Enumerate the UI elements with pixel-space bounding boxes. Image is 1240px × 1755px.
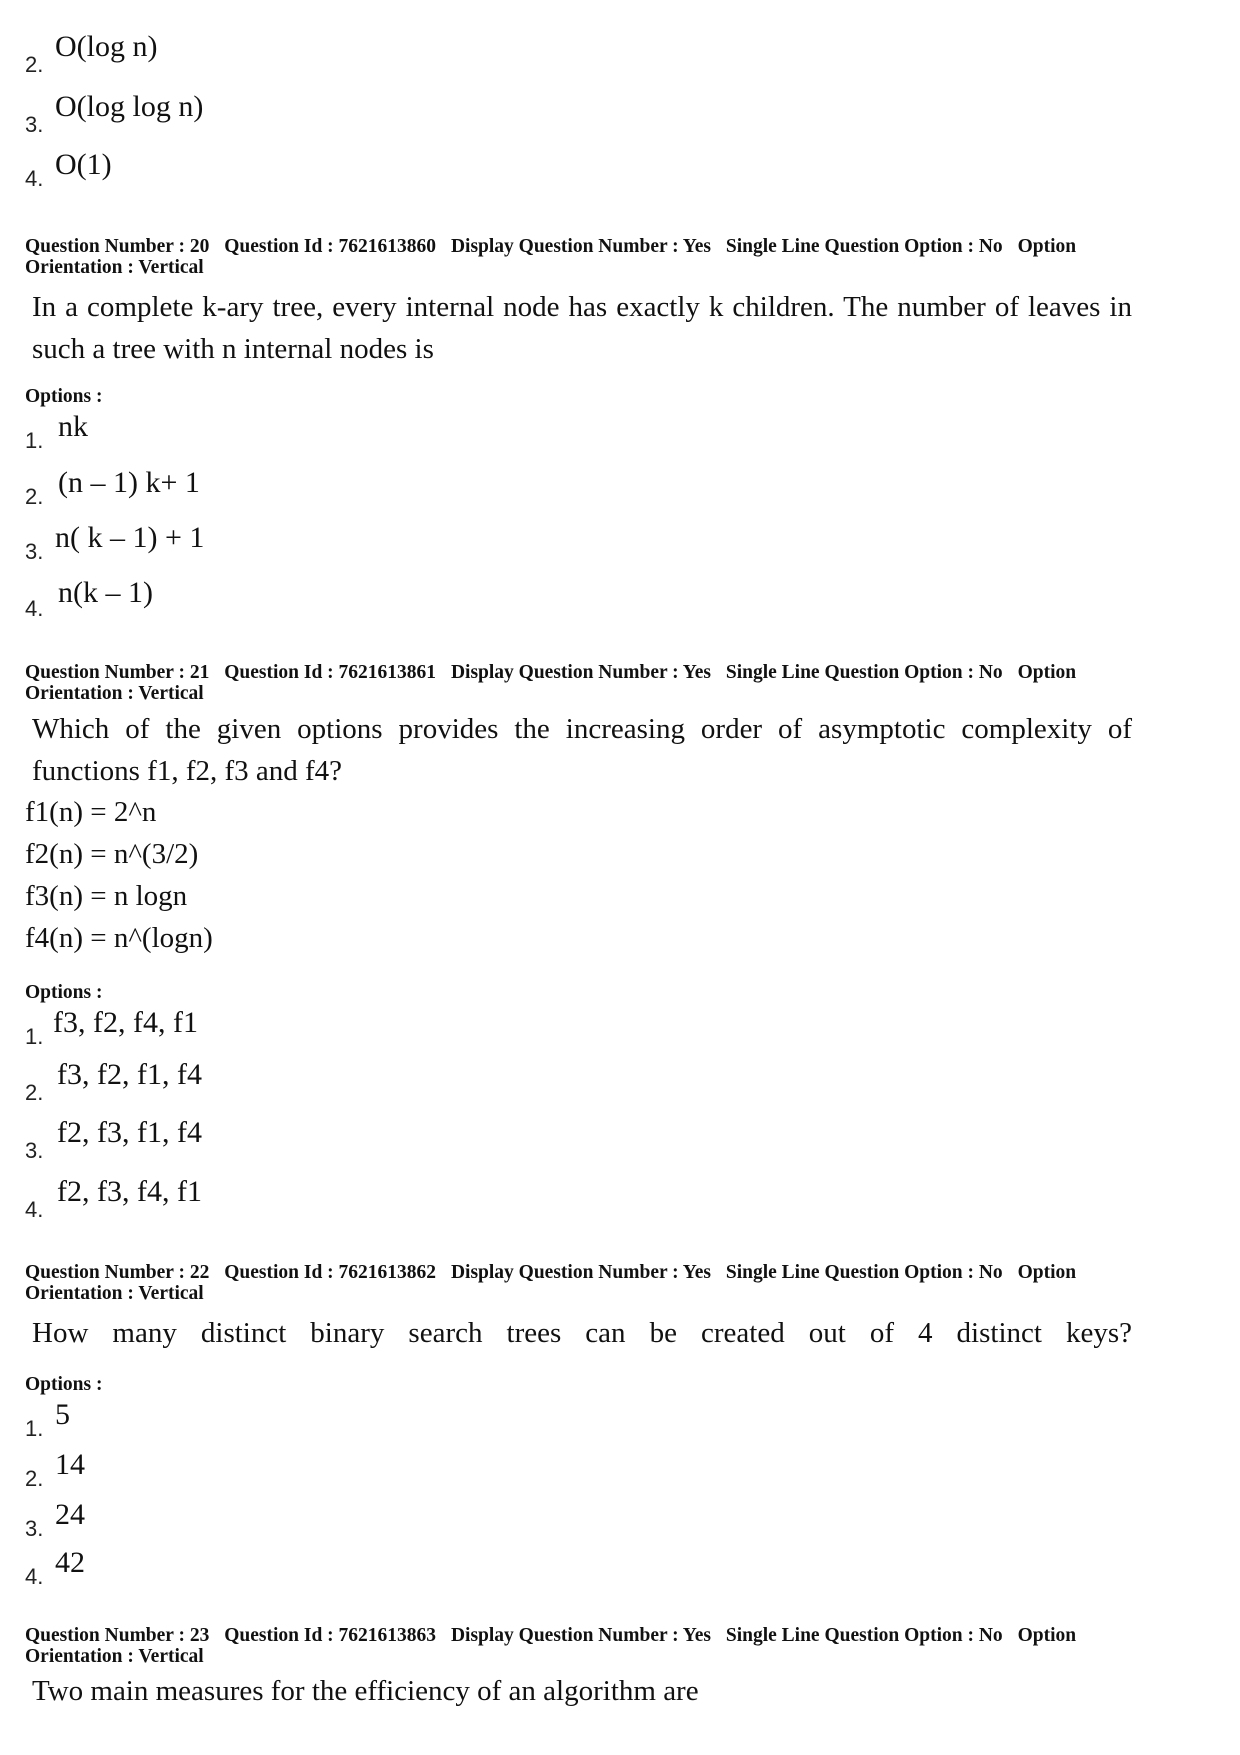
option-text: (n – 1) k+ 1 (58, 466, 200, 499)
display-question-number: Display Question Number : Yes (450, 1625, 711, 1646)
question-meta-21 (25, 662, 1145, 704)
question-text-20: In a complete k-ary tree, every internal node has exactly k children. The number of leaves in such a tree with n internal nodes is (32, 291, 1132, 365)
options-label: Options : (25, 386, 103, 407)
question-id: Question Id : 7621613862 (224, 1262, 437, 1283)
formula-f4: f4(n) = n^(logn) (25, 922, 213, 954)
display-question-number: Display Question Number : Yes (450, 1262, 711, 1283)
question-number: Question Number : 23 (25, 1625, 210, 1646)
option-text: f2, f3, f1, f4 (57, 1116, 202, 1149)
display-question-number: Display Question Number : Yes (450, 662, 711, 683)
option-text: n( k – 1) + 1 (55, 521, 205, 554)
option-number: 4. (25, 166, 44, 191)
question-number: Question Number : 22 (25, 1262, 210, 1283)
option-text: O(log log n) (55, 90, 204, 123)
option-number: 4. (25, 596, 44, 621)
option-text: 24 (55, 1498, 85, 1531)
option-number: 4. (25, 1197, 44, 1222)
option-number: 3. (25, 112, 44, 137)
option-number: 1. (25, 428, 44, 453)
option-text: 5 (55, 1398, 70, 1431)
option-number: 3. (25, 1138, 44, 1163)
question-text-22: How many distinct binary search trees can be created out of 4 distinct keys? (32, 1317, 1132, 1349)
option-text: O(log n) (55, 30, 158, 63)
option-text: 14 (55, 1448, 85, 1481)
question-id: Question Id : 7621613860 (224, 236, 437, 257)
option-orientation-label: Option (1017, 1262, 1077, 1283)
question-id: Question Id : 7621613863 (224, 1625, 437, 1646)
option-number: 2. (25, 52, 44, 77)
question-meta-20 (25, 236, 1145, 278)
single-line-option: Single Line Question Option : No (725, 662, 1003, 683)
orientation-value: Orientation : Vertical (25, 257, 204, 278)
question-text-23: Two main measures for the efficiency of an algorithm are (32, 1675, 699, 1707)
option-text: n(k – 1) (58, 576, 153, 609)
single-line-option: Single Line Question Option : No (725, 236, 1003, 257)
option-number: 1. (25, 1024, 44, 1049)
option-number: 3. (25, 539, 44, 564)
orientation-value: Orientation : Vertical (25, 683, 204, 704)
single-line-option: Single Line Question Option : No (725, 1262, 1003, 1283)
option-number: 2. (25, 484, 44, 509)
option-number: 3. (25, 1516, 44, 1541)
question-number: Question Number : 20 (25, 236, 210, 257)
formula-f1: f1(n) = 2^n (25, 796, 157, 828)
option-text: f3, f2, f4, f1 (53, 1006, 198, 1039)
option-text: O(1) (55, 148, 112, 181)
question-number: Question Number : 21 (25, 662, 210, 683)
option-text: f2, f3, f4, f1 (57, 1175, 202, 1208)
option-orientation-label: Option (1017, 236, 1077, 257)
formula-f2: f2(n) = n^(3/2) (25, 838, 199, 870)
question-text-21: Which of the given options provides the increasing order of asymptotic complexity of functions f1, f2, f3 and f4? (32, 713, 1132, 787)
option-number: 2. (25, 1466, 44, 1491)
orientation-value: Orientation : Vertical (25, 1283, 204, 1304)
option-number: 1. (25, 1416, 44, 1441)
option-text: f3, f2, f1, f4 (57, 1058, 202, 1091)
question-id: Question Id : 7621613861 (224, 662, 437, 683)
option-number: 2. (25, 1080, 44, 1105)
option-orientation-label: Option (1017, 662, 1077, 683)
options-label: Options : (25, 982, 103, 1003)
question-meta-22 (25, 1262, 1145, 1304)
option-text: nk (58, 410, 88, 443)
single-line-option: Single Line Question Option : No (725, 1625, 1003, 1646)
formula-f3: f3(n) = n logn (25, 880, 188, 912)
orientation-value: Orientation : Vertical (25, 1646, 204, 1667)
options-label: Options : (25, 1374, 103, 1395)
option-text: 42 (55, 1546, 85, 1579)
option-number: 4. (25, 1564, 44, 1589)
display-question-number: Display Question Number : Yes (450, 236, 711, 257)
option-orientation-label: Option (1017, 1625, 1077, 1646)
question-meta-23 (25, 1625, 1145, 1667)
